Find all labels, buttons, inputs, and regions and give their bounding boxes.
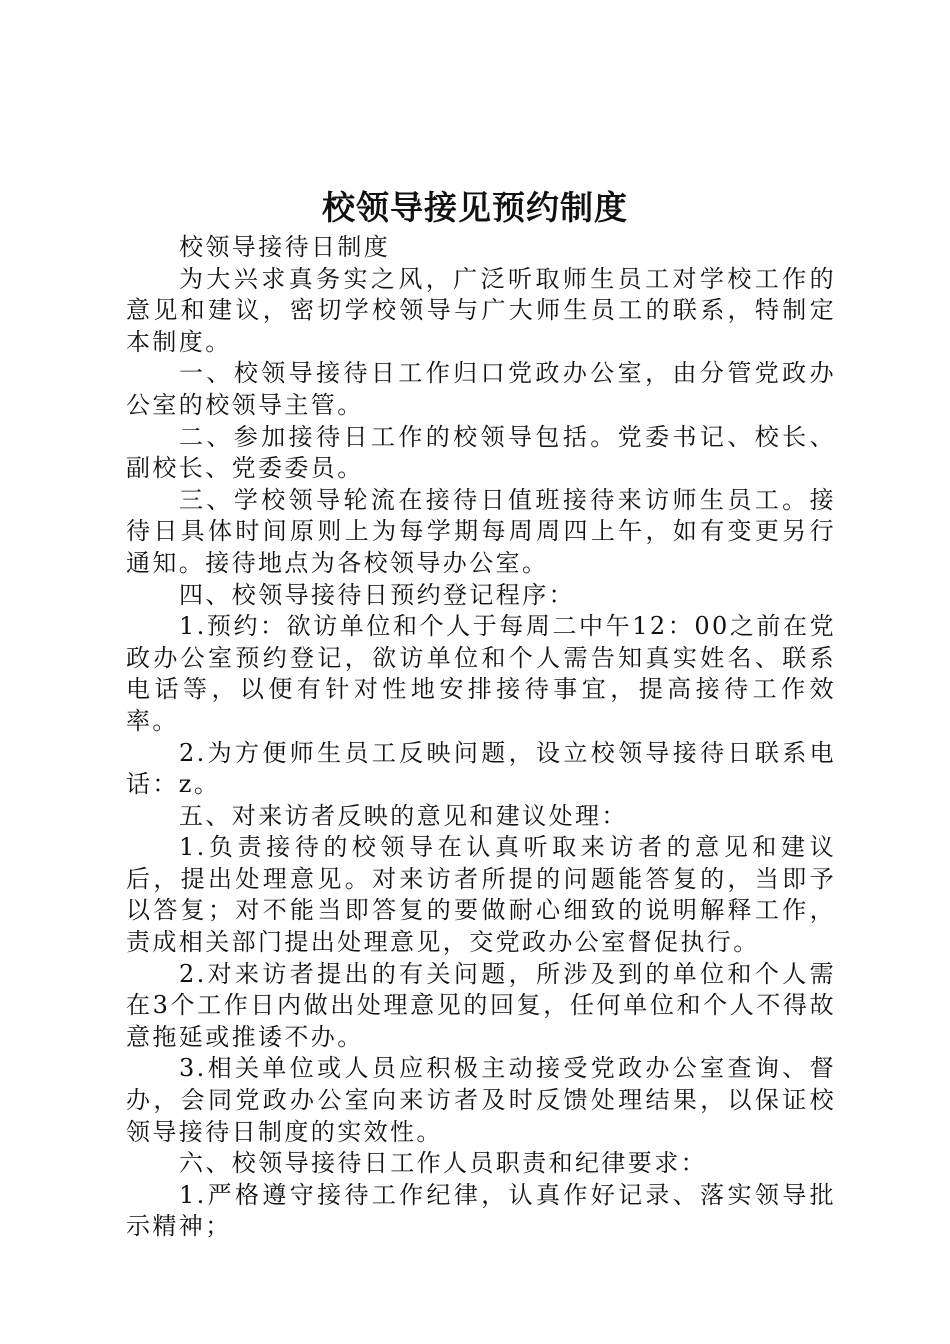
paragraph-subtitle: 校领导接待日制度 bbox=[179, 233, 391, 261]
paragraph-section-6-item-1: 1.严格遵守接待工作纪律，认真作好记录、落实领导批示精神； bbox=[126, 1180, 836, 1241]
paragraph-section-4-heading: 四、校领导接待日预约登记程序： bbox=[179, 580, 575, 609]
paragraph-intro: 为大兴求真务实之风，广泛听取师生员工对学校工作的意见和建议，密切学校领导与广大师生员工的联系，特制定本制度。 bbox=[126, 264, 836, 356]
document-title: 校领导接见预约制度 bbox=[322, 188, 628, 227]
paragraph-section-1: 一、校领导接待日工作归口党政办公室，由分管党政办公室的校领导主管。 bbox=[126, 359, 836, 419]
paragraph-section-5-item-1: 1.负责接待的校领导在认真听取来访者的意见和建议后，提出处理意见。对来访者所提的问题能答复的，当即予以答复；对不能当即答复的要做耐心细致的说明解释工作，责成相关部门提出处理意见，交党政办公室督促执行。 bbox=[126, 833, 836, 957]
paragraph-section-6-heading: 六、校领导接待日工作人员职责和纪律要求： bbox=[179, 1149, 707, 1178]
paragraph-section-4-item-1: 1.预约：欲访单位和个人于每周二中午12：00之前在党政办公室预约登记，欲访单位和个人需告知真实姓名、联系电话等，以便有针对性地安排接待事宜，提高接待工作效率。 bbox=[126, 612, 836, 735]
paragraph-section-5-item-3: 3.相关单位或人员应积极主动接受党政办公室查询、督办，会同党政办公室向来访者及时反馈处理结果，以保证校领导接待日制度的实效性。 bbox=[126, 1054, 836, 1146]
paragraph-section-5-heading: 五、对来访者反映的意见和建议处理： bbox=[179, 801, 628, 830]
paragraph-section-4-item-2: 2.为方便师生员工反映问题，设立校领导接待日联系电话：z。 bbox=[126, 738, 836, 799]
paragraph-section-2: 二、参加接待日工作的校领导包括。党委书记、校长、副校长、党委委员。 bbox=[126, 422, 836, 483]
paragraph-section-5-item-2: 2.对来访者提出的有关问题，所涉及到的单位和个人需在3个工作日内做出处理意见的回复，任何单位和个人不得故意拖延或推诿不办。 bbox=[126, 959, 836, 1051]
document-body bbox=[126, 232, 836, 1243]
paragraph-section-3: 三、学校领导轮流在接待日值班接待来访师生员工。接待日具体时间原则上为每学期每周周四上午，如有变更另行通知。接待地点为各校领导办公室。 bbox=[126, 485, 836, 577]
